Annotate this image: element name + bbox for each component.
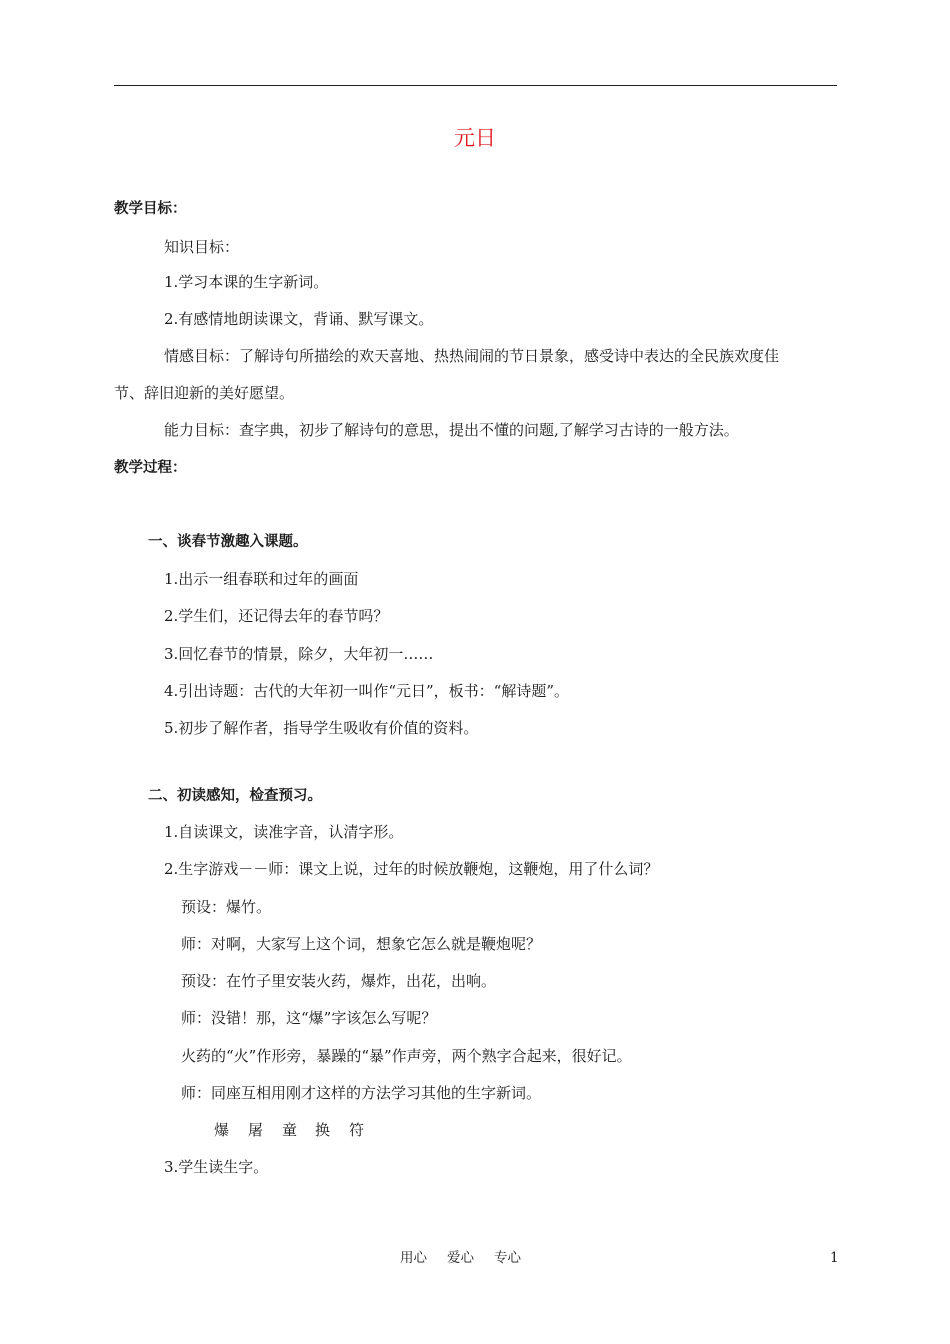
header-rule — [114, 85, 837, 86]
new-char: 符 — [349, 1121, 365, 1139]
dialog-line: 师：对啊，大家写上这个词，想象它怎么就是鞭炮呢？ — [181, 935, 542, 953]
dialog-line: 师：同座互相用刚才这样的方法学习其他的生字新词。 — [181, 1084, 542, 1102]
knowledge-goals-label: 知识目标： — [164, 238, 240, 256]
ability-goals: 能力目标：查字典，初步了解诗句的意思，提出不懂的问题,了解学习古诗的一般方法。 — [164, 421, 739, 439]
footer-motto: 爱心 — [447, 1250, 474, 1266]
new-char: 爆 — [214, 1121, 230, 1139]
dialog-line: 预设：在竹子里安装火药，爆炸，出花，出响。 — [181, 972, 497, 990]
knowledge-item: 2.有感情地朗读课文，背诵、默写课文。 — [164, 310, 434, 328]
new-char: 屠 — [248, 1121, 264, 1139]
footer-motto: 用心 — [400, 1250, 427, 1266]
dialog-line: 预设：爆竹。 — [181, 898, 272, 916]
footer-motto: 专心 — [494, 1250, 521, 1266]
heading-teaching-process: 教学过程： — [114, 460, 187, 476]
page-title: 元日 — [454, 126, 496, 150]
heading-teaching-goals: 教学目标： — [114, 201, 187, 217]
section-1-item: 1.出示一组春联和过年的画面 — [164, 570, 359, 588]
new-char: 童 — [282, 1121, 298, 1139]
section-2-item: 1.自读课文，读准字音，认清字形。 — [164, 823, 404, 841]
new-char: 换 — [315, 1121, 331, 1139]
dialog-line: 火药的“火”作形旁，暴躁的“暴”作声旁，两个熟字合起来，很好记。 — [181, 1047, 632, 1065]
section-1-item: 2.学生们，还记得去年的春节吗？ — [164, 607, 389, 625]
knowledge-item: 1.学习本课的生字新词。 — [164, 273, 329, 291]
section-2-item: 2.生字游戏－－师：课文上说，过年的时候放鞭炮，这鞭炮，用了什么词？ — [164, 860, 659, 878]
emotion-goals-line: 节、辞旧迎新的美好愿望。 — [114, 384, 295, 402]
section-2-item: 3.学生读生字。 — [164, 1158, 269, 1176]
dialog-line: 师：没错！那，这“爆”字该怎么写呢？ — [181, 1009, 437, 1027]
section-1-item: 4.引出诗题：古代的大年初一叫作“元日”，板书：“解诗题”。 — [164, 682, 569, 700]
page-number: 1 — [830, 1250, 839, 1266]
section-1-item: 3.回忆春节的情景，除夕，大年初一…… — [164, 645, 434, 663]
section-1-heading: 一、谈春节激趣入课题。 — [148, 534, 308, 550]
section-1-item: 5.初步了解作者，指导学生吸收有价值的资料。 — [164, 719, 479, 737]
emotion-goals-line: 情感目标：了解诗句所描绘的欢天喜地、热热闹闹的节日景象，感受诗中表达的全民族欢度佳 — [164, 347, 780, 365]
section-2-heading: 二、初读感知，检查预习。 — [148, 788, 322, 804]
